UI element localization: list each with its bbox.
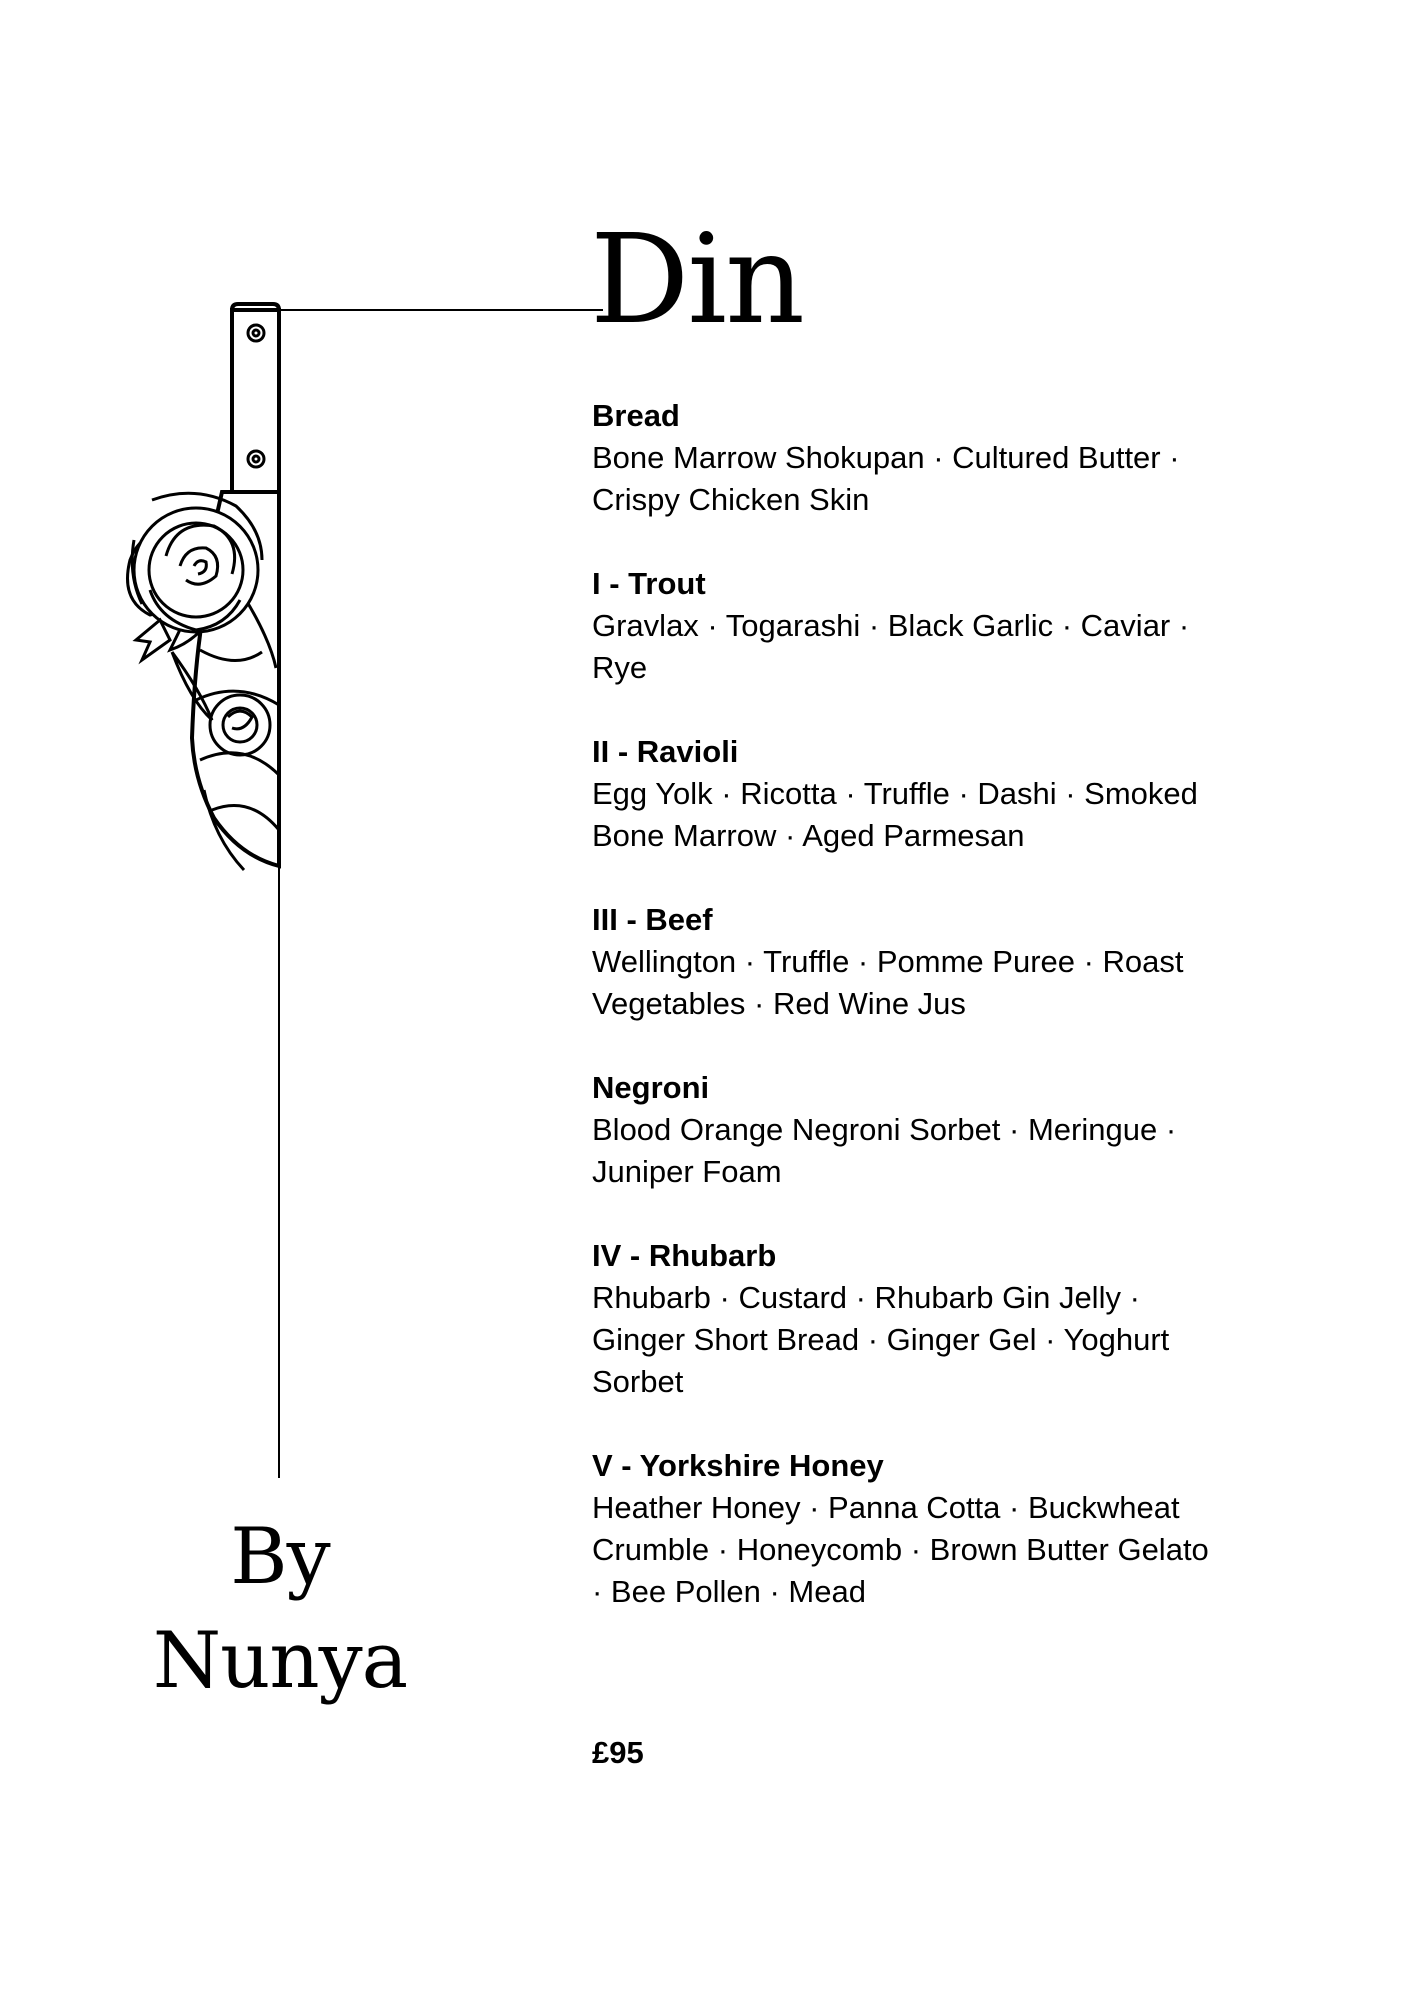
course-name: III - Beef [592, 902, 713, 937]
course-description: Egg Yolk · Ricotta · Truffle · Dashi · Smoked Bone Marrow · Aged Parmesan [592, 776, 1198, 853]
course-name: Negroni [592, 1070, 710, 1105]
course-trout [592, 563, 1292, 689]
course-description: Heather Honey · Panna Cotta · Buckwheat Crumble · Honeycomb · Brown Butter Gelato · Bee Pollen · Mead [592, 1490, 1209, 1609]
brand-line-2: Nunya [152, 1616, 408, 1706]
course-ravioli [592, 731, 1292, 857]
course-description: Rhubarb · Custard · Rhubarb Gin Jelly · Ginger Short Bread · Ginger Gel · Yoghurt Sorbet [592, 1280, 1170, 1399]
menu-title: Din [590, 208, 803, 352]
course-bread [592, 395, 1292, 521]
course-name: V - Yorkshire Honey [592, 1448, 884, 1483]
brand-signature [140, 1505, 420, 1713]
course-name: II - Ravioli [592, 734, 739, 769]
course-beef [592, 899, 1292, 1025]
course-description: Wellington · Truffle · Pomme Puree · Roast Vegetables · Red Wine Jus [592, 944, 1184, 1021]
course-yorkshire-honey [592, 1445, 1292, 1613]
course-name: IV - Rhubarb [592, 1238, 777, 1273]
course-name: Bread [592, 398, 680, 433]
course-list [592, 395, 1292, 1655]
menu-price: £95 [592, 1735, 644, 1770]
course-description: Blood Orange Negroni Sorbet · Meringue · Juniper Foam [592, 1112, 1177, 1189]
course-rhubarb [592, 1235, 1292, 1403]
brand-line-1: By [230, 1512, 330, 1602]
course-negroni [592, 1067, 1292, 1193]
course-description: Bone Marrow Shokupan · Cultured Butter · Crispy Chicken Skin [592, 440, 1180, 517]
course-name: I - Trout [592, 566, 706, 601]
course-description: Gravlax · Togarashi · Black Garlic · Caviar · Rye [592, 608, 1190, 685]
